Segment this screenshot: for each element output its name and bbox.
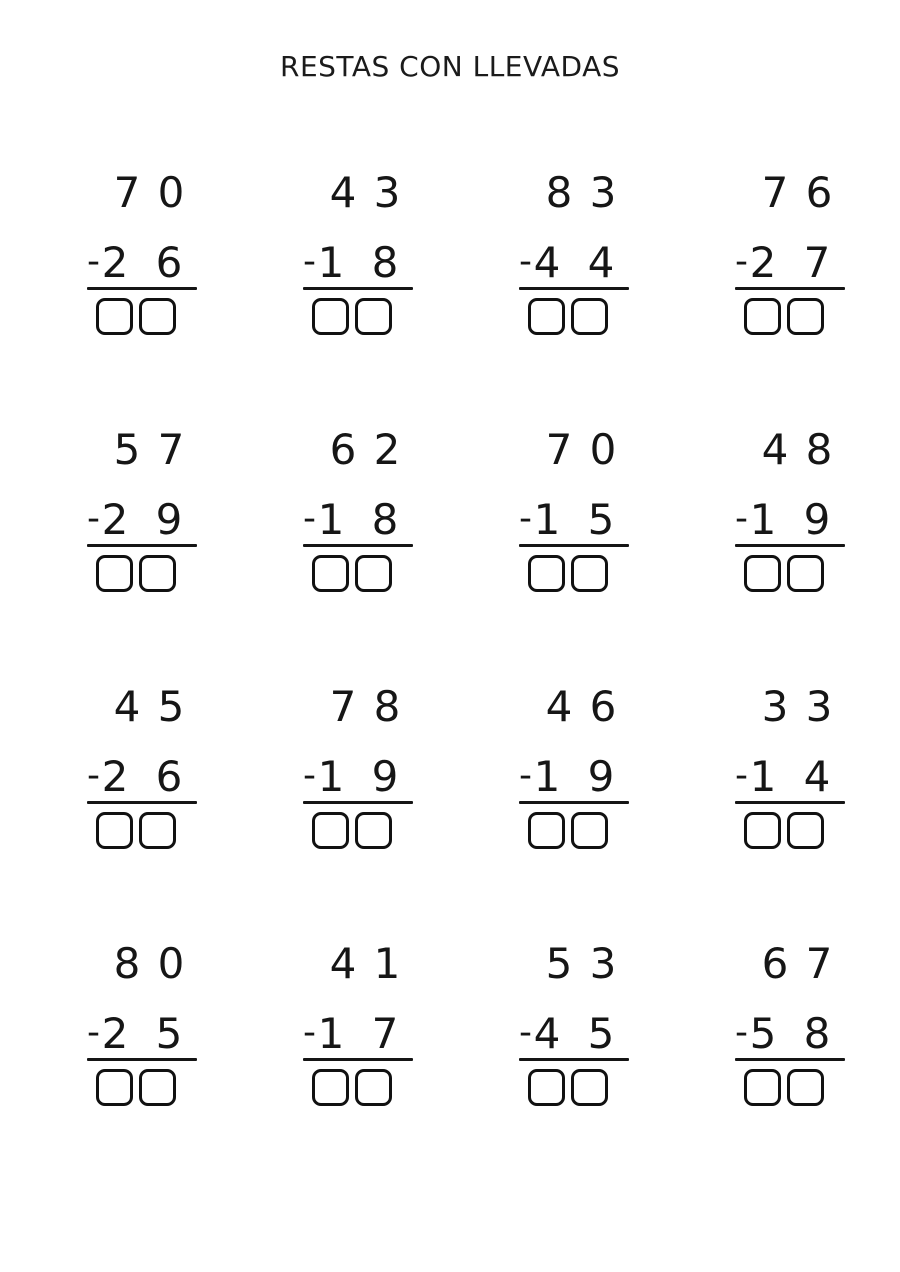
subtrahend	[519, 752, 666, 801]
subtraction-problem-13	[84, 931, 234, 1188]
subtrahend-ones-digit: 4	[803, 752, 831, 801]
answer-box-tens[interactable]	[96, 298, 133, 335]
answer-box-ones[interactable]	[787, 1069, 824, 1106]
answer-line	[735, 801, 845, 804]
subtrahend-ones-digit: 9	[155, 495, 183, 544]
subtrahend	[303, 495, 450, 544]
subtraction-problem-11	[516, 674, 666, 931]
minuend-tens-digit: 7	[545, 425, 573, 474]
subtrahend-ones-digit: 7	[371, 1009, 399, 1058]
minuend-tens-digit: 6	[329, 425, 357, 474]
answer-boxes	[312, 1069, 450, 1106]
minuend	[113, 939, 234, 988]
subtrahend-tens-digit: 1	[317, 238, 345, 287]
subtraction-problem-7	[516, 417, 666, 674]
subtrahend-ones-digit: 6	[155, 752, 183, 801]
answer-boxes	[744, 555, 882, 592]
minus-sign: -	[519, 1012, 532, 1053]
minus-sign: -	[735, 241, 748, 282]
minuend-tens-digit: 4	[545, 682, 573, 731]
minuend	[545, 682, 666, 731]
answer-line	[735, 1058, 845, 1061]
subtrahend	[87, 752, 234, 801]
subtrahend-tens-digit: 2	[749, 238, 777, 287]
answer-box-tens[interactable]	[744, 555, 781, 592]
subtrahend	[735, 752, 882, 801]
answer-line	[735, 287, 845, 290]
minuend	[113, 168, 234, 217]
subtrahend-tens-digit: 1	[533, 495, 561, 544]
subtrahend	[519, 238, 666, 287]
answer-boxes	[96, 1069, 234, 1106]
minus-sign: -	[519, 755, 532, 796]
minuend-tens-digit: 7	[329, 682, 357, 731]
answer-box-ones[interactable]	[787, 555, 824, 592]
subtrahend-tens-digit: 4	[533, 238, 561, 287]
subtrahend-ones-digit: 7	[803, 238, 831, 287]
subtraction-problem-15	[516, 931, 666, 1188]
minus-sign: -	[303, 498, 316, 539]
minuend-tens-digit: 8	[113, 939, 141, 988]
answer-line	[519, 1058, 629, 1061]
answer-boxes	[528, 555, 666, 592]
minuend	[113, 425, 234, 474]
page-title: RESTAS CON LLEVADAS	[279, 50, 621, 83]
subtrahend-ones-digit: 9	[803, 495, 831, 544]
minuend	[329, 425, 450, 474]
subtrahend-ones-digit: 8	[371, 495, 399, 544]
answer-box-ones[interactable]	[139, 812, 176, 849]
subtrahend-ones-digit: 5	[587, 495, 615, 544]
answer-box-ones[interactable]	[571, 812, 608, 849]
subtraction-problem-6	[300, 417, 450, 674]
subtrahend-tens-digit: 1	[317, 495, 345, 544]
answer-box-tens[interactable]	[312, 298, 349, 335]
minuend-ones-digit: 3	[589, 168, 617, 217]
answer-box-tens[interactable]	[528, 1069, 565, 1106]
answer-box-ones[interactable]	[571, 1069, 608, 1106]
answer-line	[303, 801, 413, 804]
minus-sign: -	[519, 498, 532, 539]
answer-boxes	[528, 812, 666, 849]
answer-box-ones[interactable]	[355, 1069, 392, 1106]
subtrahend-tens-digit: 2	[101, 238, 129, 287]
subtrahend-tens-digit: 1	[317, 752, 345, 801]
minuend-tens-digit: 3	[761, 682, 789, 731]
minuend-ones-digit: 3	[373, 168, 401, 217]
answer-box-ones[interactable]	[355, 555, 392, 592]
answer-box-tens[interactable]	[312, 812, 349, 849]
minuend-ones-digit: 3	[805, 682, 833, 731]
minuend-ones-digit: 6	[805, 168, 833, 217]
minuend	[545, 939, 666, 988]
answer-box-tens[interactable]	[312, 1069, 349, 1106]
minus-sign: -	[87, 1012, 100, 1053]
subtrahend-ones-digit: 8	[371, 238, 399, 287]
minuend-ones-digit: 3	[589, 939, 617, 988]
minuend	[761, 682, 882, 731]
subtraction-problem-16	[732, 931, 882, 1188]
answer-boxes	[744, 298, 882, 335]
answer-box-ones[interactable]	[139, 555, 176, 592]
minus-sign: -	[87, 241, 100, 282]
answer-box-ones[interactable]	[355, 812, 392, 849]
answer-box-ones[interactable]	[787, 298, 824, 335]
subtrahend-tens-digit: 1	[533, 752, 561, 801]
subtrahend	[87, 238, 234, 287]
minuend-ones-digit: 0	[157, 168, 185, 217]
subtrahend-tens-digit: 1	[749, 752, 777, 801]
minuend-tens-digit: 7	[113, 168, 141, 217]
subtrahend	[735, 495, 882, 544]
minuend-ones-digit: 6	[589, 682, 617, 731]
minuend-ones-digit: 8	[373, 682, 401, 731]
answer-boxes	[744, 812, 882, 849]
answer-boxes	[744, 1069, 882, 1106]
answer-box-ones[interactable]	[787, 812, 824, 849]
subtraction-problem-8	[732, 417, 882, 674]
answer-boxes	[312, 812, 450, 849]
answer-boxes	[312, 555, 450, 592]
answer-box-ones[interactable]	[355, 298, 392, 335]
minuend-tens-digit: 5	[545, 939, 573, 988]
minuend-ones-digit: 1	[373, 939, 401, 988]
answer-box-tens[interactable]	[312, 555, 349, 592]
subtraction-problem-14	[300, 931, 450, 1188]
subtrahend-ones-digit: 9	[371, 752, 399, 801]
minuend	[761, 168, 882, 217]
answer-boxes	[312, 298, 450, 335]
subtrahend-tens-digit: 4	[533, 1009, 561, 1058]
minus-sign: -	[519, 241, 532, 282]
subtrahend	[519, 1009, 666, 1058]
answer-box-ones[interactable]	[571, 298, 608, 335]
subtrahend	[303, 1009, 450, 1058]
minuend-ones-digit: 0	[589, 425, 617, 474]
minuend	[329, 939, 450, 988]
subtrahend-tens-digit: 2	[101, 1009, 129, 1058]
answer-line	[519, 287, 629, 290]
answer-box-ones[interactable]	[139, 1069, 176, 1106]
subtraction-problem-3	[516, 160, 666, 417]
minuend-tens-digit: 4	[113, 682, 141, 731]
subtraction-problem-10	[300, 674, 450, 931]
minuend-tens-digit: 4	[329, 168, 357, 217]
subtraction-problem-12	[732, 674, 882, 931]
answer-line	[87, 544, 197, 547]
answer-line	[87, 1058, 197, 1061]
answer-box-tens[interactable]	[744, 1069, 781, 1106]
answer-line	[519, 544, 629, 547]
minuend	[329, 682, 450, 731]
answer-line	[303, 287, 413, 290]
subtrahend	[519, 495, 666, 544]
answer-boxes	[96, 812, 234, 849]
minuend-tens-digit: 6	[761, 939, 789, 988]
answer-boxes	[96, 298, 234, 335]
answer-box-tens[interactable]	[96, 812, 133, 849]
minuend-tens-digit: 7	[761, 168, 789, 217]
subtraction-problem-4	[732, 160, 882, 417]
answer-line	[87, 801, 197, 804]
minuend	[761, 939, 882, 988]
minus-sign: -	[303, 755, 316, 796]
subtrahend-ones-digit: 5	[587, 1009, 615, 1058]
subtrahend	[303, 752, 450, 801]
answer-boxes	[528, 1069, 666, 1106]
subtrahend-ones-digit: 5	[155, 1009, 183, 1058]
minuend-tens-digit: 4	[761, 425, 789, 474]
minuend	[761, 425, 882, 474]
minus-sign: -	[87, 498, 100, 539]
answer-line	[735, 544, 845, 547]
subtrahend-tens-digit: 2	[101, 495, 129, 544]
answer-line	[87, 287, 197, 290]
minus-sign: -	[735, 498, 748, 539]
subtrahend-ones-digit: 9	[587, 752, 615, 801]
minuend	[545, 168, 666, 217]
minuend-tens-digit: 4	[329, 939, 357, 988]
answer-box-tens[interactable]	[96, 1069, 133, 1106]
answer-box-tens[interactable]	[744, 812, 781, 849]
answer-box-ones[interactable]	[139, 298, 176, 335]
minuend-ones-digit: 7	[805, 939, 833, 988]
minuend-tens-digit: 8	[545, 168, 573, 217]
subtrahend-tens-digit: 2	[101, 752, 129, 801]
answer-box-ones[interactable]	[571, 555, 608, 592]
answer-box-tens[interactable]	[528, 298, 565, 335]
subtrahend	[87, 495, 234, 544]
minus-sign: -	[87, 755, 100, 796]
minuend	[113, 682, 234, 731]
subtrahend-tens-digit: 5	[749, 1009, 777, 1058]
minuend-ones-digit: 7	[157, 425, 185, 474]
answer-boxes	[528, 298, 666, 335]
minus-sign: -	[735, 755, 748, 796]
answer-line	[519, 801, 629, 804]
subtrahend	[87, 1009, 234, 1058]
subtraction-problem-2	[300, 160, 450, 417]
minuend-ones-digit: 8	[805, 425, 833, 474]
subtraction-problem-1	[84, 160, 234, 417]
minus-sign: -	[735, 1012, 748, 1053]
subtrahend	[735, 238, 882, 287]
answer-line	[303, 544, 413, 547]
problems-grid	[84, 160, 900, 1188]
subtrahend-ones-digit: 6	[155, 238, 183, 287]
subtrahend	[303, 238, 450, 287]
subtraction-problem-5	[84, 417, 234, 674]
subtrahend	[735, 1009, 882, 1058]
subtraction-problem-9	[84, 674, 234, 931]
minuend-ones-digit: 0	[157, 939, 185, 988]
answer-box-tens[interactable]	[96, 555, 133, 592]
minuend-ones-digit: 5	[157, 682, 185, 731]
minuend	[329, 168, 450, 217]
minuend-tens-digit: 5	[113, 425, 141, 474]
minuend	[545, 425, 666, 474]
subtrahend-tens-digit: 1	[317, 1009, 345, 1058]
answer-line	[303, 1058, 413, 1061]
answer-box-tens[interactable]	[744, 298, 781, 335]
answer-box-tens[interactable]	[528, 555, 565, 592]
minuend-ones-digit: 2	[373, 425, 401, 474]
answer-box-tens[interactable]	[528, 812, 565, 849]
subtrahend-tens-digit: 1	[749, 495, 777, 544]
subtrahend-ones-digit: 4	[587, 238, 615, 287]
subtrahend-ones-digit: 8	[803, 1009, 831, 1058]
minus-sign: -	[303, 1012, 316, 1053]
answer-boxes	[96, 555, 234, 592]
minus-sign: -	[303, 241, 316, 282]
